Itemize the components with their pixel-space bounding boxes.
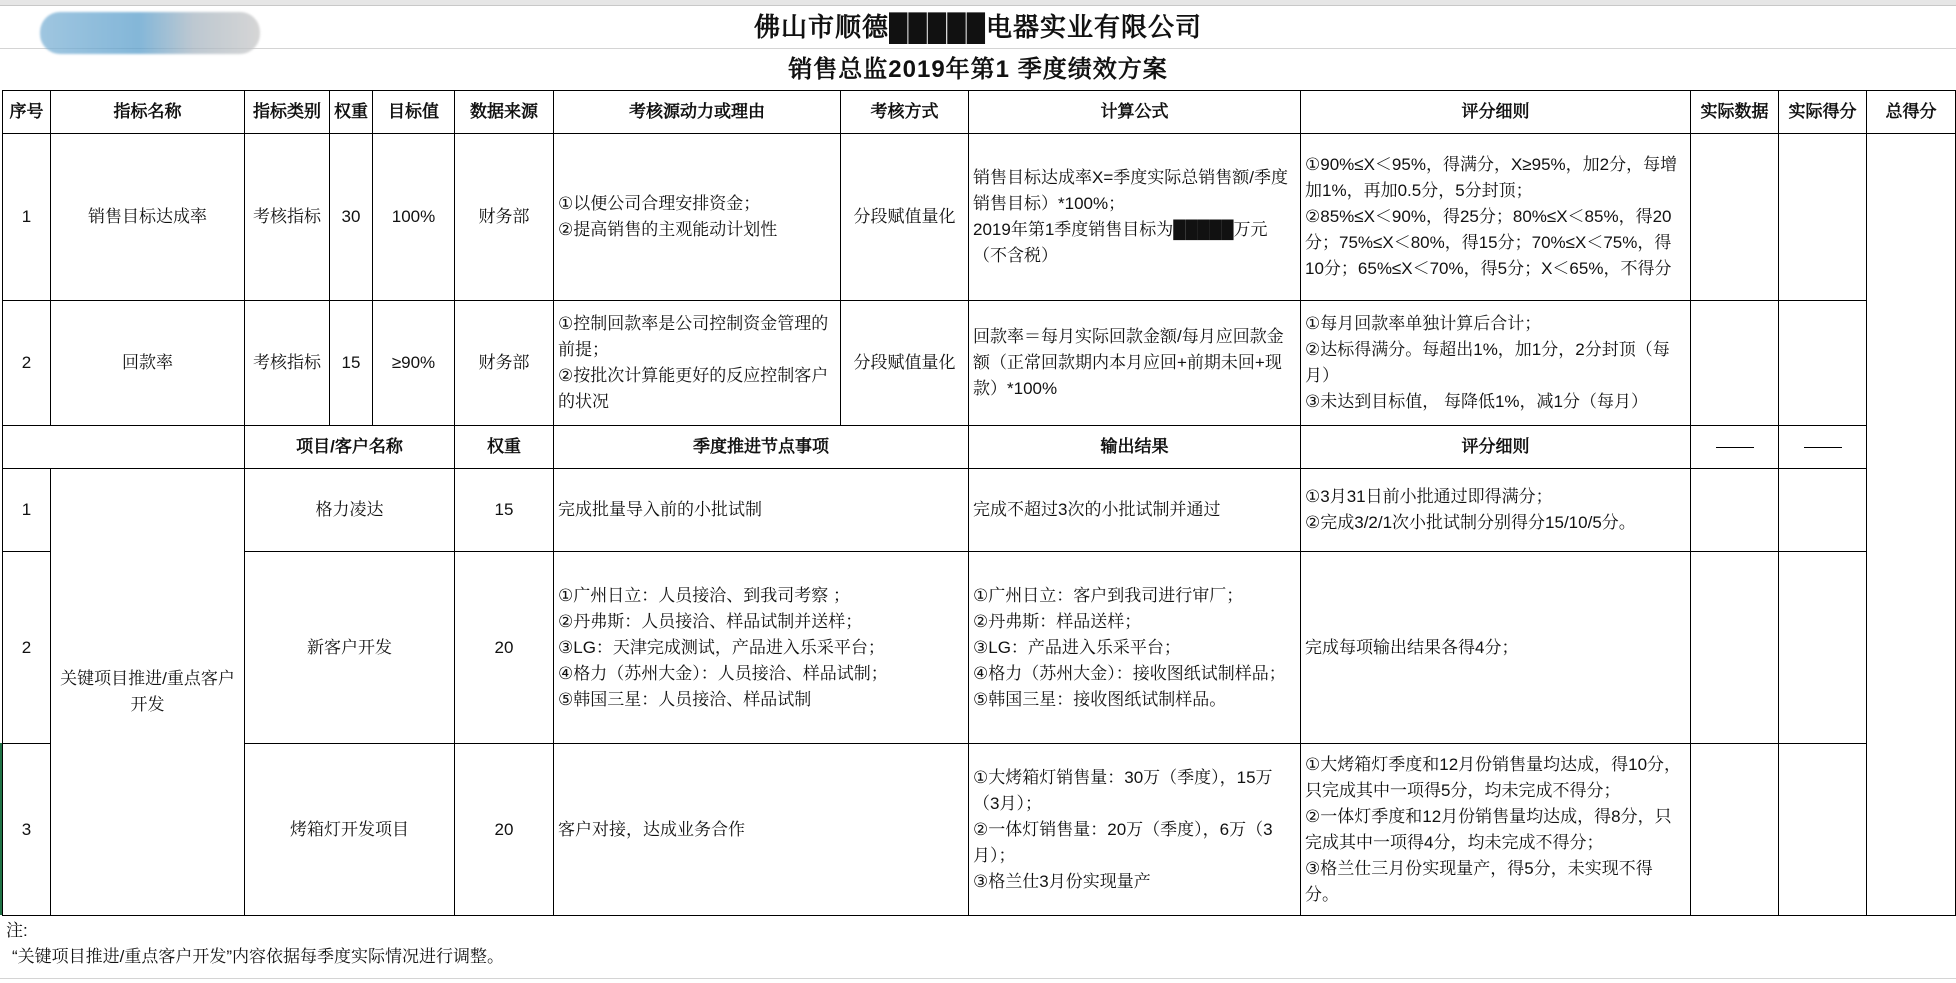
table-row [3, 134, 1956, 301]
header-actual-data[interactable]: 实际数据 [1691, 91, 1779, 134]
company-title[interactable]: 佛山市顺德█████电器实业有限公司 [753, 12, 1203, 42]
formula-line: 2019年第1季度销售目标为█████万元（不含税） [973, 220, 1268, 265]
output-line: ①广州日立：客户到我司进行审厂； [973, 585, 1244, 605]
cell-output[interactable] [969, 552, 1301, 744]
header-reason[interactable]: 考核源动力或理由 [554, 91, 841, 134]
cell-scoring[interactable] [1301, 134, 1691, 301]
scoring-line: ③格兰仕三月份实现量产，得5分，未实现不得分。 [1305, 858, 1653, 904]
cell-total-score[interactable] [1867, 134, 1956, 916]
cell-milestones[interactable] [554, 552, 969, 744]
milestone-line: ②丹弗斯：人员接洽、样品试制并送样； [558, 611, 863, 631]
scoring-line: 完成每项输出结果各得4分； [1305, 637, 1519, 657]
header-actual-data-dash[interactable] [1691, 426, 1779, 469]
cell-actual-score[interactable] [1779, 301, 1867, 426]
reason-line: ①控制回款率是公司控制资金管理的前提； [558, 314, 829, 359]
cell-project-weight[interactable]: 20 [455, 744, 554, 916]
reason-line: ②按批次计算能更好的反应控制客户的状况 [558, 366, 829, 411]
cell-method[interactable]: 分段赋值量化 [841, 134, 969, 301]
cell-actual-data[interactable] [1691, 301, 1779, 426]
milestone-line: 完成批量导入前的小批试制 [558, 500, 762, 519]
cell-actual-data[interactable] [1691, 552, 1779, 744]
header-actual-score[interactable]: 实际得分 [1779, 91, 1867, 134]
cell-project-weight[interactable]: 20 [455, 552, 554, 744]
cell-project-scoring[interactable] [1301, 552, 1691, 744]
cell-actual-data[interactable] [1691, 134, 1779, 301]
scoring-line: ①大烤箱灯季度和12月份销售量均达成，得10分，只完成其中一项得5分，均未完成不得分； [1305, 754, 1682, 800]
scoring-line: ②85%≤X＜90%，得25分；80%≤X＜85%，得20分；75%≤X＜80%，得15分；70%≤X＜75%，得10分；65%≤X＜70%，得5分；X＜65%，不得分 [1305, 207, 1672, 278]
cell-milestones[interactable] [554, 744, 969, 916]
cell-project-scoring[interactable] [1301, 744, 1691, 916]
empty-header-cell[interactable] [3, 426, 245, 469]
output-line: ③格兰仕3月份实现量产 [973, 871, 1151, 891]
cell-index[interactable]: 3 [3, 744, 51, 916]
header-project-name[interactable]: 项目/客户名称 [245, 426, 455, 469]
cell-target[interactable]: 100% [373, 134, 455, 301]
cell-actual-score[interactable] [1779, 552, 1867, 744]
dash-mark [1716, 447, 1754, 448]
cell-index[interactable]: 2 [3, 552, 51, 744]
header-target[interactable]: 目标值 [373, 91, 455, 134]
cell-actual-score[interactable] [1779, 469, 1867, 552]
cell-category[interactable]: 考核指标 [245, 134, 330, 301]
scoring-line: ②完成3/2/1次小批试制分别得分15/10/5分。 [1305, 513, 1636, 532]
milestone-line: ①广州日立：人员接洽、到我司考察 ； [558, 585, 850, 605]
scoring-line: ②一体灯季度和12月份销售量均达成，得8分，只完成其中一项得4分，均未完成不得分； [1305, 806, 1672, 852]
header-category[interactable]: 指标类别 [245, 91, 330, 134]
header-milestones[interactable]: 季度推进节点事项 [554, 426, 969, 469]
table-row [3, 469, 1956, 552]
milestone-line: ④格力（苏州大金）：人员接洽、样品试制； [558, 663, 888, 683]
header-weight[interactable]: 权重 [330, 91, 373, 134]
cell-source[interactable]: 财务部 [455, 134, 554, 301]
scoring-line: ①每月回款率单独计算后合计； [1305, 314, 1542, 333]
cell-group-label[interactable]: 关键项目推进/重点客户开发 [51, 469, 245, 916]
table-row [3, 301, 1956, 426]
reason-line: ②提高销售的主观能动计划性 [558, 220, 778, 239]
header-project-scoring[interactable]: 评分细则 [1301, 426, 1691, 469]
cell-actual-score[interactable] [1779, 744, 1867, 916]
gridline [0, 48, 1956, 49]
output-line: ①大烤箱灯销售量：30万（季度），15万（3月）； [973, 767, 1273, 813]
cell-index[interactable]: 2 [3, 301, 51, 426]
formula-line: 销售目标达成率X=季度实际总销售额/季度销售目标）*100%； [973, 168, 1288, 213]
cell-reason[interactable] [554, 134, 841, 301]
table-row [3, 552, 1956, 744]
cell-selection-edge [0, 743, 2, 915]
header-method[interactable]: 考核方式 [841, 91, 969, 134]
cell-index[interactable]: 1 [3, 469, 51, 552]
cell-project-weight[interactable]: 15 [455, 469, 554, 552]
scoring-line: ①90%≤X＜95%，得满分，X≥95%，加2分，每增加1%，再加0.5分，5分封顶； [1305, 155, 1678, 200]
cell-source[interactable]: 财务部 [455, 301, 554, 426]
milestone-line: 客户对接，达成业务合作 [558, 819, 745, 839]
header-total-score[interactable]: 总得分 [1867, 91, 1956, 134]
cell-weight[interactable]: 15 [330, 301, 373, 426]
cell-formula[interactable] [969, 301, 1301, 426]
cell-reason[interactable] [554, 301, 841, 426]
output-line: ⑤韩国三星：接收图纸试制样品。 [973, 689, 1227, 709]
cell-actual-score[interactable] [1779, 134, 1867, 301]
header-scoring[interactable]: 评分细则 [1301, 91, 1691, 134]
header-formula[interactable]: 计算公式 [969, 91, 1301, 134]
cell-output[interactable] [969, 469, 1301, 552]
scoring-line: ②达标得满分。每超出1%，加1分，2分封顶（每月） [1305, 340, 1670, 385]
cell-method[interactable]: 分段赋值量化 [841, 301, 969, 426]
scoring-line: ①3月31日前小批通过即得满分； [1305, 487, 1553, 506]
output-line: 完成不超过3次的小批试制并通过 [973, 500, 1221, 519]
cell-milestones[interactable] [554, 469, 969, 552]
output-line: ②丹弗斯：样品送样； [973, 611, 1142, 631]
cell-project-name[interactable]: 新客户开发 [245, 552, 455, 744]
cell-formula[interactable] [969, 134, 1301, 301]
reason-line: ①以便公司合理安排资金； [558, 194, 761, 213]
output-line: ④格力（苏州大金）：接收图纸试制样品； [973, 663, 1286, 683]
cell-kpi-name[interactable]: 回款率 [51, 301, 245, 426]
cell-index[interactable]: 1 [3, 134, 51, 301]
cell-output[interactable] [969, 744, 1301, 916]
plan-title[interactable]: 销售总监2019年第1 季度绩效方案 [788, 56, 1168, 83]
cell-kpi-name[interactable]: 销售目标达成率 [51, 134, 245, 301]
cell-target[interactable]: ≥90% [373, 301, 455, 426]
cell-project-scoring[interactable] [1301, 469, 1691, 552]
cell-project-name[interactable]: 格力凌达 [245, 469, 455, 552]
cell-weight[interactable]: 30 [330, 134, 373, 301]
cell-actual-data[interactable] [1691, 744, 1779, 916]
note-label[interactable]: 注: [6, 921, 28, 940]
cell-actual-data[interactable] [1691, 469, 1779, 552]
output-line: ③LG：产品进入乐采平台； [973, 637, 1181, 657]
header-kpi-name[interactable]: 指标名称 [51, 91, 245, 134]
dash-mark [1804, 447, 1842, 448]
output-line: ②一体灯销售量：20万（季度），6万（3月）； [973, 819, 1273, 865]
header-index[interactable]: 序号 [3, 91, 51, 134]
table-row [3, 744, 1956, 916]
project-header-row [3, 426, 1956, 469]
scoring-line: ③未达到目标值， 每降低1%，减1分（每月） [1305, 392, 1648, 411]
header-output[interactable]: 输出结果 [969, 426, 1301, 469]
formula-line: 回款率＝每月实际回款金额/每月应回款金额（正常回款期内本月应回+前期未回+现款）*100% [973, 327, 1284, 398]
performance-table [2, 90, 1956, 916]
header-row [3, 91, 1956, 134]
cell-project-name[interactable]: 烤箱灯开发项目 [245, 744, 455, 916]
gridline [0, 978, 1956, 979]
note-text[interactable]: “关键项目推进/重点客户开发”内容依据每季度实际情况进行调整。 [12, 947, 505, 966]
header-source[interactable]: 数据来源 [455, 91, 554, 134]
milestone-line: ⑤韩国三星：人员接洽、样品试制 [558, 689, 812, 709]
header-actual-score-dash[interactable] [1779, 426, 1867, 469]
header-project-weight[interactable]: 权重 [455, 426, 554, 469]
milestone-line: ③LG：天津完成测试，产品进入乐采平台； [558, 637, 885, 657]
cell-category[interactable]: 考核指标 [245, 301, 330, 426]
cell-scoring[interactable] [1301, 301, 1691, 426]
